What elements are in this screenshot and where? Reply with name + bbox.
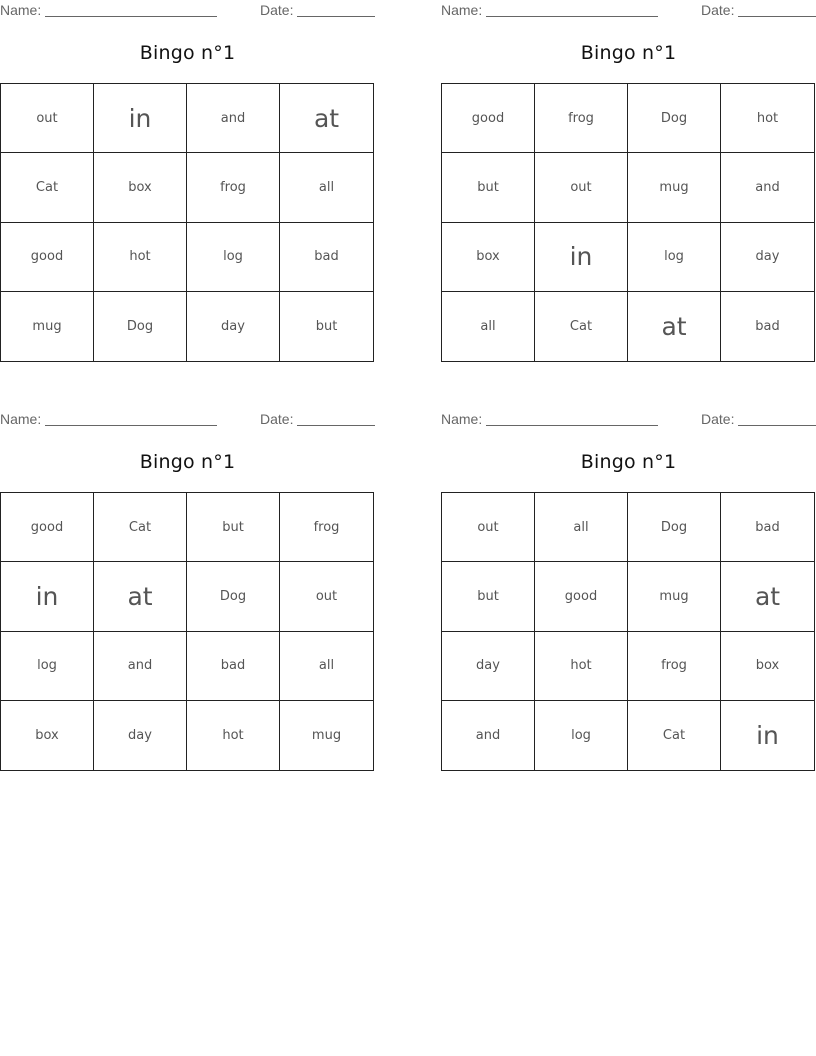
bingo-cell[interactable]: out <box>280 562 373 631</box>
bingo-cell[interactable]: Cat <box>628 701 721 770</box>
bingo-cell[interactable]: good <box>442 84 535 153</box>
bingo-cell[interactable]: hot <box>187 701 280 770</box>
bingo-cell[interactable]: Dog <box>94 292 187 361</box>
card-title: Bingo n°1 <box>580 42 677 64</box>
bingo-cell[interactable]: good <box>1 493 94 562</box>
bingo-cell[interactable]: at <box>94 562 187 631</box>
bingo-cell[interactable]: good <box>535 562 628 631</box>
date-label: Date: <box>701 411 735 427</box>
date-field[interactable] <box>297 16 375 17</box>
bingo-cell[interactable]: out <box>442 493 535 562</box>
bingo-cell[interactable]: Cat <box>1 153 94 222</box>
date-label: Date: <box>701 2 735 18</box>
bingo-grid <box>441 83 815 362</box>
bingo-cell[interactable]: bad <box>721 493 814 562</box>
name-label: Name: <box>0 2 42 18</box>
bingo-cell[interactable]: out <box>535 153 628 222</box>
bingo-cell[interactable]: log <box>535 701 628 770</box>
bingo-cell[interactable]: in <box>94 84 187 153</box>
name-label: Name: <box>441 2 483 18</box>
bingo-cell[interactable]: day <box>721 223 814 292</box>
bingo-cell[interactable]: Dog <box>628 493 721 562</box>
bingo-cell[interactable]: box <box>94 153 187 222</box>
card-title: Bingo n°1 <box>580 451 677 473</box>
name-field[interactable] <box>486 425 658 426</box>
date-field[interactable] <box>738 16 816 17</box>
bingo-grid <box>0 492 374 771</box>
name-label: Name: <box>441 411 483 427</box>
name-field[interactable] <box>486 16 658 17</box>
bingo-cell[interactable]: box <box>442 223 535 292</box>
bingo-cell[interactable]: all <box>442 292 535 361</box>
bingo-cell[interactable]: Dog <box>187 562 280 631</box>
card-title: Bingo n°1 <box>139 42 236 64</box>
bingo-cell[interactable]: mug <box>628 153 721 222</box>
bingo-grid <box>441 492 815 771</box>
bingo-cell[interactable]: out <box>1 84 94 153</box>
bingo-cell[interactable]: Cat <box>535 292 628 361</box>
bingo-cell[interactable]: Dog <box>628 84 721 153</box>
bingo-cell[interactable]: mug <box>311 727 342 743</box>
bingo-cell[interactable]: at <box>280 84 373 153</box>
bingo-cell[interactable]: and <box>94 632 187 701</box>
bingo-cell[interactable]: log <box>1 632 94 701</box>
bingo-cell[interactable]: in <box>1 562 94 631</box>
bingo-cell[interactable]: in <box>535 223 628 292</box>
bingo-cell[interactable]: frog <box>187 153 280 222</box>
bingo-cell[interactable]: hot <box>721 84 814 153</box>
bingo-cell[interactable]: at <box>628 292 721 361</box>
name-field[interactable] <box>45 16 217 17</box>
bingo-cell[interactable]: in <box>756 720 779 750</box>
card-header <box>0 409 375 429</box>
bingo-cell[interactable]: day <box>187 292 280 361</box>
bingo-cell[interactable]: all <box>280 632 373 701</box>
bingo-cell[interactable]: good <box>1 223 94 292</box>
bingo-cell[interactable]: hot <box>94 223 187 292</box>
bingo-cell[interactable]: frog <box>535 84 628 153</box>
bingo-cell[interactable]: mug <box>1 292 94 361</box>
card-header <box>0 0 375 20</box>
date-field[interactable] <box>738 425 816 426</box>
bingo-cell[interactable]: at <box>721 562 814 631</box>
bingo-cell[interactable]: frog <box>628 632 721 701</box>
bingo-cell[interactable]: but <box>442 153 535 222</box>
bingo-cell[interactable]: bad <box>187 632 280 701</box>
bingo-cell[interactable]: day <box>94 701 187 770</box>
bingo-cell[interactable]: but <box>442 562 535 631</box>
bingo-cell[interactable]: box <box>1 701 94 770</box>
bingo-grid <box>0 83 374 362</box>
bingo-cell[interactable]: but <box>315 318 338 334</box>
bingo-cell[interactable]: but <box>187 493 280 562</box>
date-field[interactable] <box>297 425 375 426</box>
bingo-cell[interactable]: box <box>721 632 814 701</box>
bingo-cell[interactable]: all <box>535 493 628 562</box>
date-label: Date: <box>260 2 294 18</box>
card-title: Bingo n°1 <box>139 451 236 473</box>
bingo-cell[interactable]: and <box>187 84 280 153</box>
bingo-cell[interactable]: and <box>442 701 535 770</box>
name-field[interactable] <box>45 425 217 426</box>
bingo-cell[interactable]: bad <box>280 223 373 292</box>
bingo-cell[interactable]: hot <box>535 632 628 701</box>
bingo-cell[interactable]: and <box>721 153 814 222</box>
bingo-cell[interactable]: log <box>628 223 721 292</box>
bingo-cell[interactable]: bad <box>755 318 780 334</box>
bingo-cell[interactable]: log <box>187 223 280 292</box>
bingo-cell[interactable]: day <box>442 632 535 701</box>
card-header <box>441 409 816 429</box>
bingo-cell[interactable]: frog <box>280 493 373 562</box>
card-header <box>441 0 816 20</box>
name-label: Name: <box>0 411 42 427</box>
bingo-cell[interactable]: mug <box>628 562 721 631</box>
bingo-cell[interactable]: Cat <box>94 493 187 562</box>
bingo-cell[interactable]: all <box>280 153 373 222</box>
date-label: Date: <box>260 411 294 427</box>
